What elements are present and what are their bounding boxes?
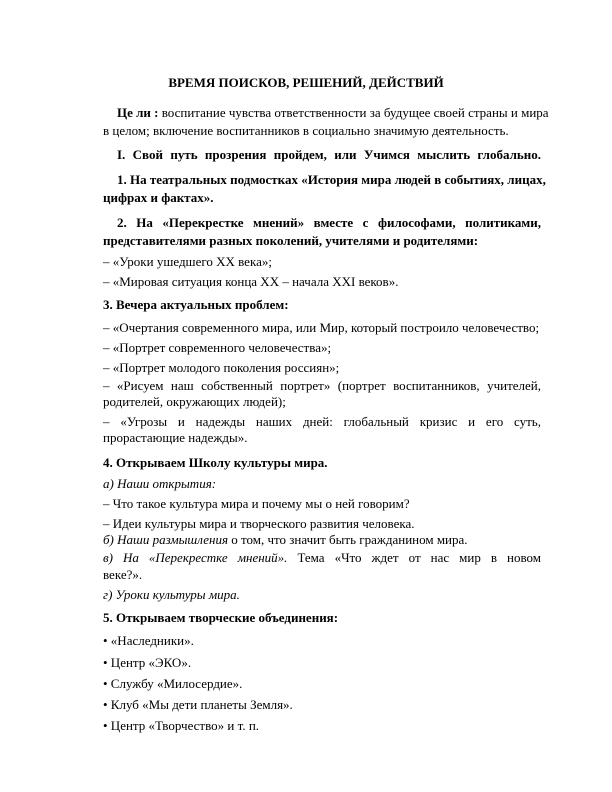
item5-bullet-3: • Службу «Милосердие».: [103, 676, 243, 691]
item3-sub-5-line-2: прорастающие надежды».: [103, 430, 248, 445]
item2-sub-2: – «Мировая ситуация конца XX – начала XXI веков».: [103, 274, 399, 289]
goal-label: Це ли :: [117, 105, 159, 120]
item4-v-label: в) На «Перекрестке мнений».: [103, 550, 288, 565]
goal-line-1: [117, 105, 549, 120]
item2-sub-1: – «Уроки ушедшего XX века»;: [103, 254, 272, 269]
item4-a-sub-1: – Что такое культура мира и почему мы о ней говорим?: [103, 496, 410, 511]
item4-b-line: [103, 532, 541, 547]
item4-v-text-1: Тема «Что ждет от нас мир в новом: [287, 550, 541, 565]
item4-heading: 4. Открываем Школу культуры мира.: [103, 455, 328, 470]
item5-bullet-2: • Центр «ЭКО».: [103, 655, 192, 670]
item4-v-line-1: [103, 550, 541, 565]
item4-v-line-2: веке?».: [103, 567, 143, 582]
item1-line-1: 1. На театральных подмостках «История мира людей в событиях, лицах,: [117, 172, 546, 187]
item5-bullet-4: • Клуб «Мы дети планеты Земля».: [103, 697, 293, 712]
page-title: ВРЕМЯ ПОИСКОВ, РЕШЕНИЙ, ДЕЙСТВИЙ: [168, 75, 444, 90]
item5-bullet-1: • «Наследники».: [103, 633, 194, 648]
item5-bullet-5: • Центр «Творчество» и т. п.: [103, 718, 260, 733]
goal-text-1: воспитание чувства ответственности за будущее своей страны и мира: [161, 105, 549, 120]
item2-line-2: представителями разных поколений, учителями и родителями:: [103, 233, 479, 248]
item4-b-label: б) Наши размышления: [103, 532, 228, 547]
item4-a-sub-2: – Идеи культуры мира и творческого развития человека.: [103, 516, 415, 531]
goal-line-2: в целом; включение воспитанников в социально значимую деятельность.: [103, 123, 509, 138]
item4-a-label: а) Наши открытия:: [103, 476, 217, 491]
intro-heading: I. Свой путь прозрения пройдем, или Учимся мыслить глобально.: [117, 147, 541, 162]
item1-line-2: цифрах и фактах».: [103, 190, 214, 205]
item2-line-1: 2. На «Перекрестке мнений» вместе с философами, политиками,: [117, 215, 541, 230]
item3-sub-2: – «Портрет современного человечества»;: [103, 340, 332, 355]
item4-g-label: г) Уроки культуры мира.: [103, 587, 240, 602]
item3-sub-5-line-1: – «Угрозы и надежды наших дней: глобальный кризис и его суть,: [103, 414, 541, 429]
item4-b-text: о том, что значит быть гражданином мира.: [228, 532, 468, 547]
item3-heading: 3. Вечера актуальных проблем:: [103, 297, 289, 312]
item3-sub-4-line-1: – «Рисуем наш собственный портрет» (портрет воспитанников, учителей,: [103, 378, 541, 393]
item5-heading: 5. Открываем творческие объединения:: [103, 610, 339, 625]
item3-sub-1: – «Очертания современного мира, или Мир, который построило человечество;: [103, 320, 540, 335]
item3-sub-3: – «Портрет молодого поколения россиян»;: [103, 360, 340, 375]
item3-sub-4-line-2: родителей, окружающих людей);: [103, 394, 286, 409]
